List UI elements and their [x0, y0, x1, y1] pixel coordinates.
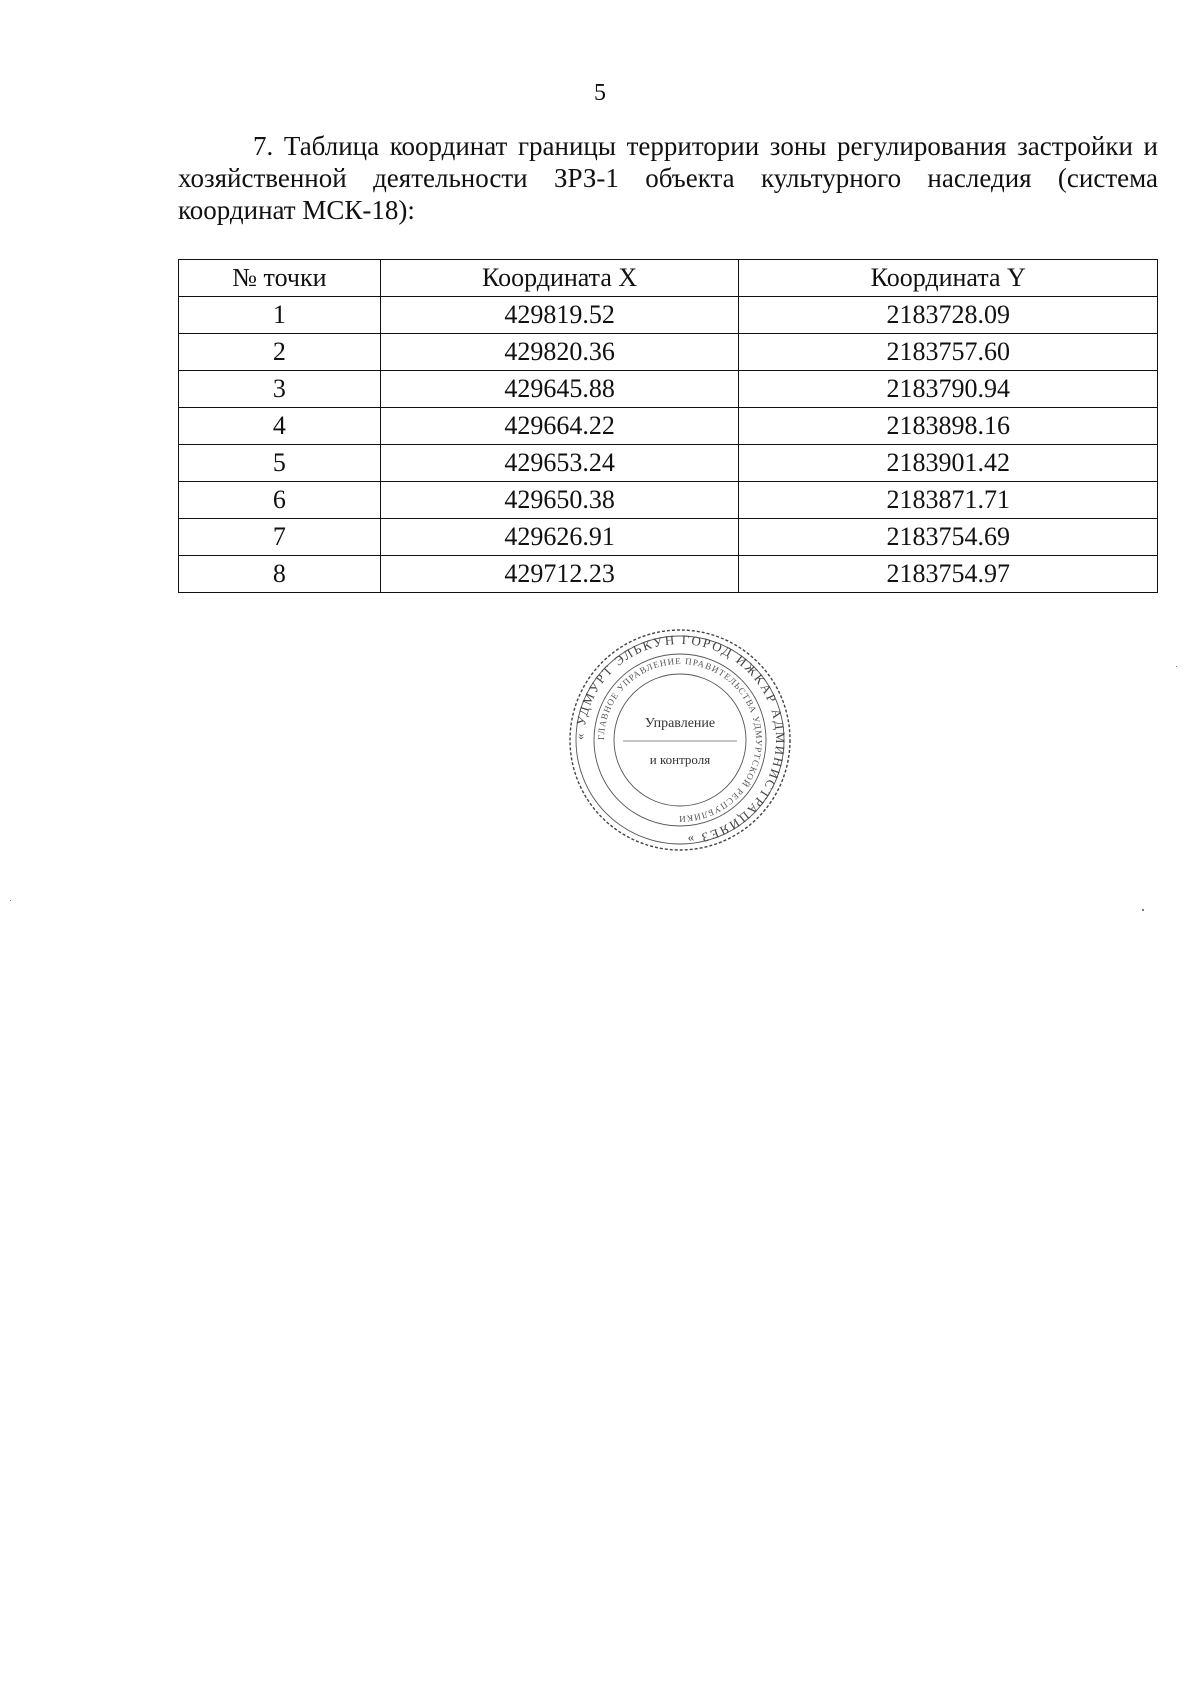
svg-text:ГЛАВНОЕ УПРАВЛЕНИЕ ПРАВИТЕЛЬСТ — [596, 656, 764, 824]
point-number-cell: 3 — [179, 371, 381, 408]
coordinate-y-cell: 2183790.94 — [739, 371, 1158, 408]
stamp-outer-text: « УДМУРТ ЭЛЬКУН ГОРОД ИЖКАР АДМИНИСТРАЦИЯЕЗ » — [571, 631, 789, 848]
scan-speck — [1176, 666, 1177, 667]
header-point-number: № точки — [179, 260, 381, 297]
coordinate-x-cell: 429712.23 — [380, 556, 739, 593]
page-number: 5 — [594, 80, 606, 106]
coordinate-y-cell: 2183754.97 — [739, 556, 1158, 593]
coordinate-y-cell: 2183901.42 — [739, 445, 1158, 482]
coordinates-table — [178, 259, 1158, 593]
table-header-row — [179, 260, 1158, 297]
table-row — [179, 408, 1158, 445]
official-stamp — [565, 625, 795, 855]
point-number-cell: 7 — [179, 519, 381, 556]
coordinate-x-cell: 429626.91 — [380, 519, 739, 556]
table-row — [179, 482, 1158, 519]
table-row — [179, 519, 1158, 556]
table-heading: 7. Таблица координат границы территории зоны регулирования застройки и хозяйственной деятельности ЗРЗ-1 объекта культурного наследия (система координат МСК-18): — [178, 131, 1158, 225]
table-row — [179, 445, 1158, 482]
scan-speck — [10, 900, 11, 901]
header-coordinate-y: Координата Y — [739, 260, 1158, 297]
coordinate-y-cell: 2183871.71 — [739, 482, 1158, 519]
coordinate-y-cell: 2183757.60 — [739, 334, 1158, 371]
header-coordinate-x: Координата X — [380, 260, 739, 297]
table-row — [179, 556, 1158, 593]
coordinate-y-cell: 2183754.69 — [739, 519, 1158, 556]
stamp-inner-text: ГЛАВНОЕ УПРАВЛЕНИЕ ПРАВИТЕЛЬСТВА УДМУРТСКОЙ РЕСПУБЛИКИ — [595, 655, 765, 825]
coordinate-x-cell: 429645.88 — [380, 371, 739, 408]
point-number-cell: 1 — [179, 297, 381, 334]
table-row — [179, 297, 1158, 334]
stamp-seal-icon — [565, 625, 795, 855]
coordinate-y-cell: 2183898.16 — [739, 408, 1158, 445]
point-number-cell: 2 — [179, 334, 381, 371]
point-number-cell: 4 — [179, 408, 381, 445]
table-row — [179, 334, 1158, 371]
coordinate-x-cell: 429820.36 — [380, 334, 739, 371]
table-row — [179, 371, 1158, 408]
coordinate-x-cell: 429653.24 — [380, 445, 739, 482]
stamp-center-line2: и контроля — [649, 752, 711, 767]
coordinate-x-cell: 429650.38 — [380, 482, 739, 519]
point-number-cell: 6 — [179, 482, 381, 519]
stamp-center-line1: Управление — [644, 716, 716, 731]
scan-speck — [1142, 909, 1144, 911]
point-number-cell: 5 — [179, 445, 381, 482]
coordinate-y-cell: 2183728.09 — [739, 297, 1158, 334]
point-number-cell: 8 — [179, 556, 381, 593]
coordinate-x-cell: 429819.52 — [380, 297, 739, 334]
coordinate-x-cell: 429664.22 — [380, 408, 739, 445]
